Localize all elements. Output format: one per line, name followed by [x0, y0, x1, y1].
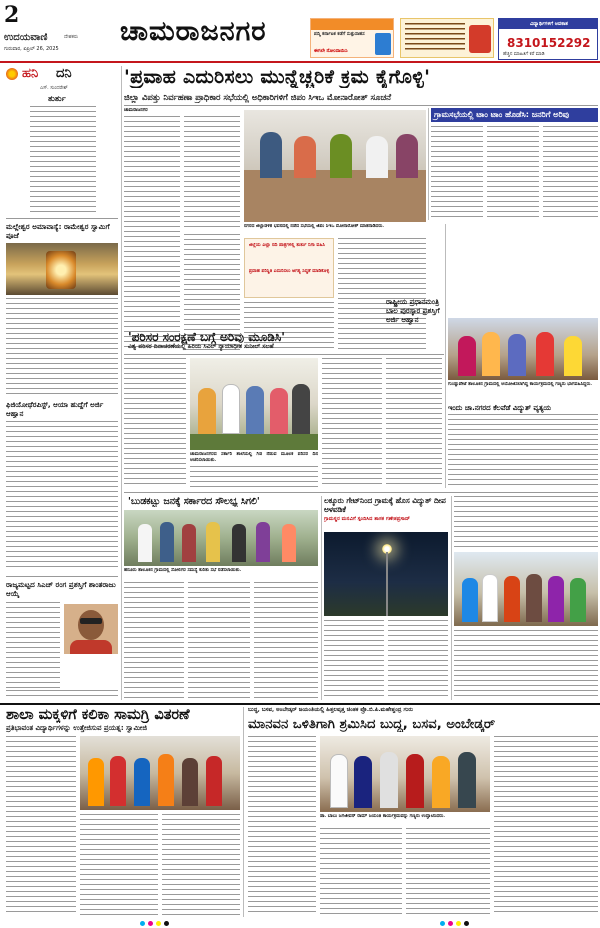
column-byline: ಎಸ್. ಸುಂದರೇಶ್ [40, 86, 68, 91]
brand-left: ಹನಿ [22, 66, 39, 81]
ad-right-sub: ಹೆಚ್ಚಿನ ಮಾಹಿತಿಗೆ ಕರೆ ಮಾಡಿ [503, 52, 545, 57]
human-photo [320, 736, 490, 812]
env-photo [190, 358, 318, 450]
right-photo [448, 318, 598, 380]
light-subheadline: ಗ್ರಾಮಸ್ಥರ ಮನವಿಗೆ ಸ್ಪಂದಿಸಿದ ಶಾಸಕ ಗಣೇಶಪ್ರಸಾದ್ [324, 516, 410, 522]
env-headline: 'ಪರಿಸರ ಸಂರಕ್ಷಣೆ ಬಗ್ಗೆ ಅರಿವು ಮೂಡಿಸಿ' [128, 330, 285, 344]
light-photo [324, 532, 448, 616]
section-title: ಚಾಮರಾಜನಗರ [120, 16, 267, 47]
human-caption: ಡಾ. ಬಾಬು ಜಗಜೀವನ್ ರಾಮ್ ಜಯಂತಿ ಕಾರ್ಯಕ್ರಮವನ್ನು ಗಣ್ಯರು ಉದ್ಘಾಟಿಸಿದರು. [320, 814, 445, 819]
physio-headline: ಫಿಜಿಯೋಥೆರಪಿಸ್ಟ್, ಆಯಾ ಹುದ್ದೆಗೆ ಅರ್ಜಿ ಆಹ್ವಾನ [6, 400, 104, 418]
ad-center[interactable] [310, 18, 394, 58]
brand-right: ದನಿ [56, 66, 72, 81]
human-headline: ಮಾನವನ ಒಳಿತಿಗಾಗಿ ಶ್ರಮಿಸಿದ ಬುದ್ಧ, ಬಸವ, ಅಂಬೇಡ್ಕರ್ [248, 717, 496, 732]
page-number: 2 [4, 2, 20, 28]
lead-bullet-1: ಜಿಲ್ಲೆಯ ಎಲ್ಲಾ ನದಿ ಪಾತ್ರಗಳಲ್ಲಿ ತುರ್ತು ನಿಗಾ ವಹಿಸಿ [249, 243, 325, 248]
ad-center-2[interactable] [400, 18, 494, 58]
right-photo-caption: ಗುಂಡ್ಲುಪೇಟೆ ತಾಲೂಕಿನ ಗ್ರಾಮದಲ್ಲಿ ಆಯೋಜಿಸಲಾಗಿದ್ದ ಕಾರ್ಯಕ್ರಮದಲ್ಲಿ ಗಣ್ಯರು ಭಾಗವಹಿಸಿದ್ದರು. [448, 382, 592, 387]
budget-headline: 'ಬುಡಕಟ್ಟು ಜನಕ್ಕೆ ಸರ್ಕಾರದ ಸೌಲಭ್ಯ ಸಿಗಲಿ' [128, 496, 260, 507]
group-photo [454, 552, 598, 626]
masthead [0, 0, 600, 60]
school-headline: ಶಾಲಾ ಮಕ್ಕಳಿಗೆ ಕಲಿಕಾ ಸಾಮಗ್ರಿ ವಿತರಣೆ [6, 707, 190, 723]
pm-headline: ರಾಷ್ಟ್ರೀಯ ಪ್ರಧಾನಮಂತ್ರಿ ಬಾಲ ಪುರಸ್ಕಾರ ಪ್ರಶಸ್ತಿಗೆ ಅರ್ಜಿ ಆಹ್ವಾನ [386, 298, 440, 324]
column-poem [30, 106, 96, 214]
gram-headline: ಗ್ರಾಮಸಭೆಯಲ್ಲಿ ಟಾಂ ಟಾಂ ಹೊಡೆಸಿ: ಜನರಿಗೆ ಅರಿವು [434, 110, 570, 119]
lead-headline: 'ಪ್ರವಾಹ ಎದುರಿಸಲು ಮುನ್ನೆಚ್ಚರಿಕೆ ಕ್ರಮ ಕೈಗೊಳ್ಳಿ' [124, 66, 431, 88]
lead-dateline: ಚಾಮರಾಜನಗರ [124, 108, 148, 113]
school-subheadline: ಪ್ರತಿಭಾವಂತ ವಿದ್ಯಾರ್ಥಿಗಳನ್ನು ಉತ್ತೇಜಿಸುವ ಪ್ರಯತ್ನ: ಸ್ವಾಮೀಜಿ [6, 724, 147, 732]
column-brand [6, 66, 118, 84]
tender-headline: ಇಂದು ಚಾ.ನಗರದ ಕೆಲವೆಡೆ ವಿದ್ಯುತ್ ವ್ಯತ್ಯಯ [448, 404, 552, 412]
ad-center-sub: ಈಗಲೇ ನೋಂದಾಯಿಸಿ [314, 49, 348, 54]
ad-right[interactable] [498, 18, 598, 60]
lead-photo [244, 110, 426, 222]
ad-phone[interactable]: 8310152292 [507, 36, 591, 50]
temple-headline: ಮಲ್ಲೇಶ್ವರ ಅಮಾವಾಸ್ಯೆ: ರಾಮೇಶ್ವರ ಸ್ವಾಮಿಗೆ ಪೂಜೆ [6, 222, 110, 240]
ad-center-text: ಪದ್ಮಿ ಕರ್ನಾಟಕ ಕಡೆಗೆ ಸುತ್ತುಸಾಹಸ [314, 32, 365, 37]
paper-name: ಉದಯವಾಣಿ [4, 32, 48, 43]
human-kicker: ಬುದ್ಧ, ಬಸವ, ಅಂಬೇಡ್ಕರ್ ಜಯಂತಿಯಲ್ಲಿ ಹಿತ್ತಲವೃತ್ತ ಚಿಂತಕ ಪ್ರೊ.ಬಿ.ಪಿ.ಮಹೇಶ್ಚಂದ್ರ ಗುರು [248, 707, 414, 713]
env-subheadline: ವಿಶ್ವ ಪರಿಸರ ದಿನಾಚರಣೆಯಲ್ಲಿ ಹಿರಿಯ ಸಿವಿಲ್ ನ್ಯಾಯಾಧೀಶ ಸುನೀಲ್ ಸಲಹೆ [128, 343, 274, 350]
edition-label: ದೇಶಕರು [64, 34, 79, 40]
lead-bullet-2: ಪ್ರವಾಹ ಪರಿಸ್ಥಿತಿ ಎದುರಿಸಲು ಅಗತ್ಯ ಸಿದ್ಧತೆ ಮಾಡಿಕೊಳ್ಳಿ [249, 269, 330, 274]
env-caption: ಚಾಮರಾಜನಗರದ ಸರ್ಕಾರಿ ಶಾಲೆಯಲ್ಲಿ ಗಿಡ ನೆಡುವ ಮೂಲಕ ಪರಿಸರ ದಿನ ಆಚರಿಸಲಾಯಿತು. [190, 452, 318, 463]
flower-icon [6, 68, 18, 80]
portrait-photo [64, 604, 118, 654]
temple-photo [6, 243, 118, 295]
registration-marks [0, 919, 600, 928]
date-line: ಗುರುವಾರ, ಏಪ್ರಿಲ್ 26, 2025 [4, 46, 59, 52]
lead-bullet-box [244, 238, 334, 298]
light-headline: ಲಕ್ಕೂರು ಗೇಟ್‌ನಿಂದ ಗ್ರಾಮಕ್ಕೆ ಹೊಸ ವಿದ್ಯುತ್ ದೀಪ ಅಳವಡಿಕೆ [324, 496, 446, 514]
budget-caption: ಹನೂರು ತಾಲೂಕಿನ ಗ್ರಾಮದಲ್ಲಿ ಸೋಲಿಗರ ಸಮಸ್ಯೆ ಕುರಿತು ಸಭೆ ನಡೆಸಲಾಯಿತು. [124, 568, 242, 573]
school-photo [80, 736, 240, 810]
state-award-headline: ರಾಜ್ಯಮಟ್ಟದ ಸಿಎಚ್ ರಂಗ ಪ್ರಶಸ್ತಿಗೆ ಶಾಂತರಾಜು ಆಯ್ಕೆ [6, 580, 116, 598]
gram-banner [431, 108, 598, 122]
lead-caption: ನಗರದ ಜಿಲ್ಲಾಡಳಿತ ಭವನದಲ್ಲಿ ನಡೆದ ಸಭೆಯಲ್ಲಿ ಜಿಪಂ ಸಿಇಒ ಮೋನಾರೋತ್ ಮಾತನಾಡಿದರು. [244, 224, 384, 229]
lead-subheadline: ಜಿಲ್ಲಾ ವಿಪತ್ತು ನಿರ್ವಹಣಾ ಪ್ರಾಧಿಕಾರ ಸಭೆಯಲ್ಲಿ ಅಧಿಕಾರಿಗಳಿಗೆ ಜಿಪಂ ಸಿಇಒ ಮೋನಾರೋತ್ ಸೂಚನೆ [124, 92, 392, 102]
ad-right-title: ವಿದ್ಯಾರ್ಥಿಗಳಿಗೆ ಅವಕಾಶ [499, 19, 598, 29]
budget-photo [124, 510, 318, 566]
column-heading: ತುರ್ತು [48, 94, 66, 103]
